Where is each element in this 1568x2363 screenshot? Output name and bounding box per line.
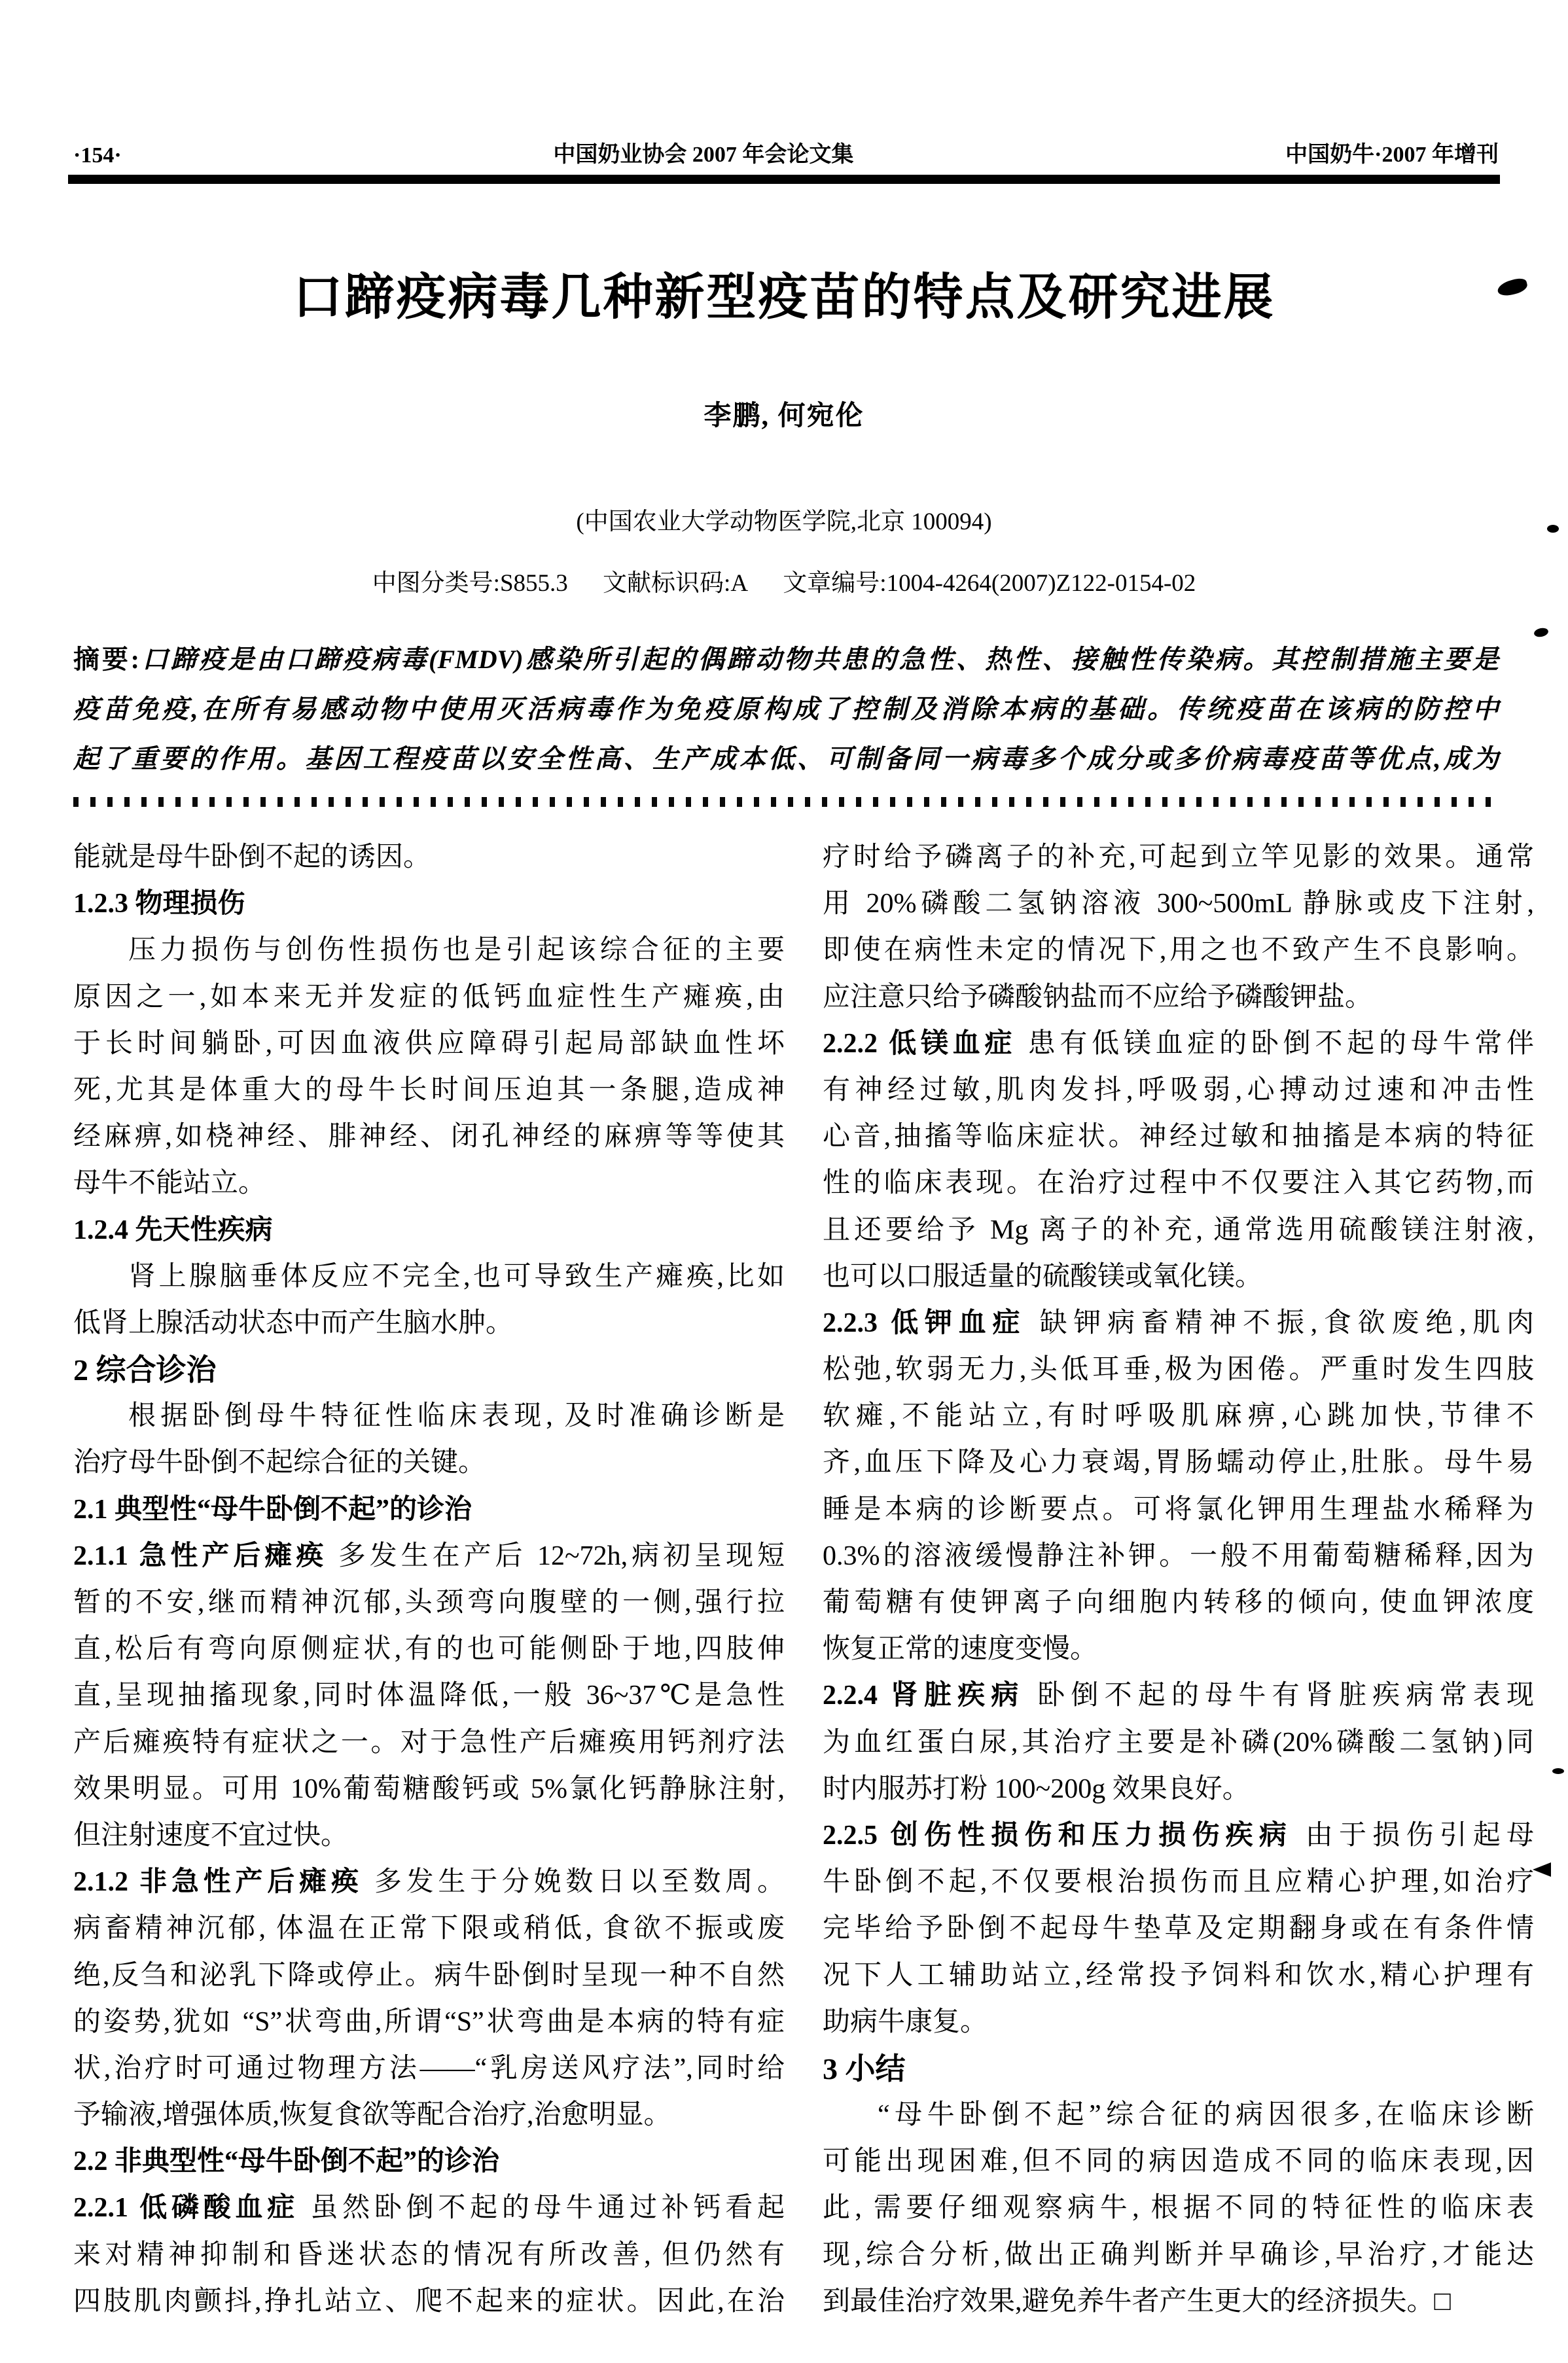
abstract-line: 疫苗免疫,在所有易感动物中使用灭活病毒作为免疫原构成了控制及消除本病的基础。传统疫苗在该病的防控中: [73, 694, 1499, 724]
text-line: [823, 2279, 1534, 2325]
text-line: [823, 1626, 1534, 1673]
ink-artifact: [1547, 525, 1559, 533]
text-line: [73, 1580, 785, 1626]
article-affiliation: (中国农业大学动物医学院,北京 100094): [576, 508, 992, 535]
run-in-heading: 2.2.4 肾脏疾病: [823, 1680, 1025, 1711]
text-line: [73, 1766, 785, 1813]
article-authors: 李鹏, 何宛伦: [704, 401, 864, 431]
text-line: [73, 1813, 785, 1859]
article-id: 文章编号:1004-4264(2007)Z122-0154-02: [783, 570, 1196, 597]
line-text: 能就是母牛卧倒不起的诱因。: [73, 842, 431, 872]
line-text: 状,治疗时可通过物理方法——“乳房送风疗法”,同时给: [73, 2053, 785, 2084]
run-in-heading: 2.1.2 非急性产后瘫痪: [73, 1867, 363, 1898]
header-rule: [68, 175, 1500, 184]
text-line: [73, 1533, 785, 1580]
text-line: [823, 927, 1534, 974]
text-line: [73, 1067, 785, 1114]
text-line: [823, 1393, 1534, 1440]
line-text: 可能出现困难,但不同的病因造成不同的临床表现,因: [823, 2146, 1534, 2177]
text-line: [823, 974, 1534, 1021]
text-line: [823, 1114, 1534, 1160]
line-text: “母牛卧倒不起”综合征的病因很多,在临床诊断: [878, 2100, 1534, 2131]
line-text: 软瘫,不能站立,有时呼吸肌麻痹,心跳加快,节律不: [823, 1401, 1534, 1432]
line-text: 于长时间躺卧,可因血液供应障碍引起局部缺血性坏: [73, 1028, 785, 1059]
text-line: [73, 1626, 785, 1673]
section-heading: [73, 2139, 785, 2185]
text-line: [823, 1673, 1534, 1719]
line-text: 2 综合诊治: [73, 1353, 217, 1387]
article-title: 口蹄疫病毒几种新型疫苗的特点及研究进展: [293, 270, 1275, 325]
text-line: [823, 1067, 1534, 1114]
line-text: 松弛,软弱无力,头低耳垂,极为困倦。严重时发生四肢: [823, 1355, 1534, 1385]
document-code: 文献标识码:A: [603, 570, 749, 597]
text-line: [73, 2232, 785, 2279]
line-text: 应注意只给予磷酸钠盐而不应给予磷酸钾盐。: [823, 982, 1373, 1012]
page-number: ·154·: [73, 143, 122, 168]
line-text: 0.3%的溶液缓慢静注补钾。一般不用葡萄糖稀释,因为: [823, 1540, 1534, 1571]
line-text: 经麻痹,如桡神经、腓神经、闭孔神经的麻痹等等使其: [73, 1122, 785, 1152]
line-text: 来对精神抑制和昏迷状态的情况有所改善, 但仍然有: [73, 2239, 785, 2270]
text-line: [73, 2185, 785, 2231]
text-line: [823, 1766, 1534, 1813]
line-text: 的姿势,犹如 “S”状弯曲,所谓“S”状弯曲是本病的特有症: [73, 2006, 785, 2037]
text-line: [73, 1021, 785, 1067]
line-text: 完毕给予卧倒不起母牛垫草及定期翻身或在有条件情: [823, 1913, 1534, 1944]
text-line: [73, 927, 785, 974]
run-in-heading: 2.2.2 低镁血症: [823, 1028, 1017, 1059]
abstract-text: 口蹄疫是由口蹄疫病毒(FMDV)感染所引起的偶蹄动物共患的急性、热性、接触性传染病。其控制措施主要是: [139, 645, 1499, 674]
text-line: [823, 1487, 1534, 1533]
text-line: [73, 1254, 785, 1300]
line-text: 原因之一,如本来无并发症的低钙血症性生产瘫痪,由: [73, 982, 785, 1012]
line-text: 况下人工辅助站立,经常投予饲料和饮水,精心护理有: [823, 1960, 1534, 1991]
line-text: 效果明显。可用 10%葡萄糖酸钙或 5%氯化钙静脉注射,: [73, 1773, 785, 1804]
line-text: 助病牛康复。: [823, 2006, 988, 2037]
text-line: [73, 1953, 785, 1999]
text-line: [73, 1720, 785, 1766]
line-text: 治疗母牛卧倒不起综合征的关键。: [73, 1448, 486, 1478]
line-text: 疗时给予磷离子的补充,可起到立竿见影的效果。通常: [823, 842, 1534, 872]
ink-artifact: [1552, 1768, 1564, 1774]
text-line: [823, 1720, 1534, 1766]
text-line: [73, 1160, 785, 1207]
ink-artifact: [1533, 1862, 1551, 1877]
line-text: 暂的不安,继而精神沉郁,头颈弯向腹壁的一侧,强行拉: [73, 1588, 785, 1618]
line-text: 予输液,增强体质,恢复食欲等配合治疗,治愈明显。: [73, 2100, 671, 2131]
article-meta: [0, 563, 1568, 598]
text-line: [823, 1999, 1534, 2046]
line-text: 病畜精神沉郁, 体温在正常下限或稍低, 食欲不振或废: [73, 1913, 785, 1944]
text-line: [823, 1813, 1534, 1859]
line-text: 1.2.3 物理损伤: [73, 889, 245, 919]
abstract-line: [73, 635, 1499, 684]
article-body: [73, 834, 1534, 2325]
line-text: 多发生在产后 12~72h,病初呈现短: [327, 1540, 785, 1571]
text-line: [823, 1160, 1534, 1207]
text-line: [823, 1254, 1534, 1300]
run-in-heading: 2.2.1 低磷酸血症: [73, 2193, 300, 2224]
text-line: [73, 1999, 785, 2046]
line-text: 由于损伤引起母: [1292, 1820, 1534, 1851]
line-text: 即使在病性未定的情况下,用之也不致产生不良影响。: [823, 935, 1534, 966]
text-line: [823, 1953, 1534, 1999]
line-text: 牛卧倒不起,不仅要根治损伤而且应精心护理,如治疗: [823, 1867, 1534, 1898]
text-line: [823, 1580, 1534, 1626]
line-text: 根据卧倒母牛特征性临床表现, 及时准确诊断是: [128, 1401, 785, 1432]
line-text: 齐,血压下降及心力衰竭,胃肠蠕动停止,肚胀。母牛易: [823, 1448, 1534, 1478]
line-text: 到最佳治疗效果,避免养牛者产生更大的经济损失。□: [823, 2286, 1451, 2317]
line-text: 现,综合分析,做出正确判断并早确诊,早治疗,才能达: [823, 2239, 1534, 2270]
line-text: 此, 需要仔细观察病牛, 根据不同的特征性的临床表: [823, 2193, 1534, 2224]
run-in-heading: 2.2.3 低钾血症: [823, 1307, 1027, 1338]
right-column: [823, 834, 1534, 2325]
line-text: 2.2 非典型性“母牛卧倒不起”的诊治: [73, 2146, 500, 2177]
text-line: [73, 2092, 785, 2139]
line-text: 直,呈现抽搐现象,同时体温降低,一般 36~37℃是急性: [73, 1680, 785, 1711]
line-text: 压力损伤与创伤性损伤也是引起该综合征的主要: [128, 935, 785, 966]
abstract: [73, 635, 1499, 784]
line-text: 为血红蛋白尿,其治疗主要是补磷(20%磷酸二氢钠)同: [823, 1727, 1534, 1758]
section-heading: [823, 2046, 1534, 2092]
dashed-separator: [73, 797, 1500, 807]
run-in-heading: 2.1.1 急性产后瘫痪: [73, 1540, 328, 1571]
left-column: [73, 834, 785, 2325]
line-text: 葡萄糖有使钾离子向细胞内转移的倾向, 使血钾浓度: [823, 1588, 1534, 1618]
line-text: 1.2.4 先天性疾病: [73, 1215, 273, 1245]
line-text: 性的临床表现。在治疗过程中不仅要注入其它药物,而: [823, 1168, 1534, 1199]
text-line: [823, 1859, 1534, 1906]
text-line: [73, 2279, 785, 2325]
text-line: [73, 1300, 785, 1347]
text-line: [823, 2139, 1534, 2185]
abstract-line: 起了重要的作用。基因工程疫苗以安全性高、生产成本低、可制备同一病毒多个成分或多价病毒疫苗等优点,成为: [73, 744, 1499, 773]
text-line: [823, 881, 1534, 927]
line-text: 恢复正常的速度变慢。: [823, 1634, 1098, 1665]
text-line: [73, 974, 785, 1021]
text-line: [73, 1859, 785, 1906]
line-text: 睡是本病的诊断要点。可将氯化钾用生理盐水稀释为: [823, 1494, 1534, 1525]
text-line: [823, 2232, 1534, 2279]
line-text: 绝,反刍和泌乳下降或停止。病牛卧倒时呈现一种不自然: [73, 1960, 785, 1991]
text-line: [823, 834, 1534, 881]
line-text: 卧倒不起的母牛有肾脏疾病常表现: [1024, 1680, 1534, 1711]
line-text: 患有低镁血症的卧倒不起的母牛常伴: [1016, 1028, 1534, 1059]
text-line: [73, 1393, 785, 1440]
journal-proceedings-title: 中国奶业协会 2007 年会论文集: [553, 143, 854, 167]
line-text: 时内服苏打粉 100~200g 效果良好。: [823, 1773, 1250, 1804]
section-heading: [73, 1207, 785, 1254]
text-line: [73, 1906, 785, 1952]
text-line: [73, 1440, 785, 1486]
line-text: 3 小结: [823, 2052, 906, 2086]
section-heading: [73, 881, 785, 927]
text-line: [823, 2092, 1534, 2139]
page-header: [73, 136, 1499, 168]
text-line: [823, 2185, 1534, 2231]
line-text: 虽然卧倒不起的母牛通过补钙看起: [299, 2193, 785, 2224]
line-text: 有神经过敏,肌肉发抖,呼吸弱,心搏动过速和冲击性: [823, 1075, 1534, 1105]
journal-issue-title: 中国奶牛·2007 年增刊: [1285, 143, 1499, 167]
text-line: [823, 1347, 1534, 1393]
line-text: 肾上腺脑垂体反应不完全,也可导致生产瘫痪,比如: [128, 1261, 785, 1292]
line-text: 缺钾病畜精神不振,食欲废绝,肌肉: [1026, 1307, 1534, 1338]
line-text: 2.1 典型性“母牛卧倒不起”的诊治: [73, 1494, 472, 1525]
text-line: [73, 2046, 785, 2092]
abstract-label: 摘要:: [73, 645, 139, 674]
ink-artifact: [1533, 627, 1549, 638]
line-text: 也可以口服适量的硫酸镁或氧化镁。: [823, 1261, 1263, 1292]
line-text: 心音,抽搐等临床症状。神经过敏和抽搐是本病的特征: [823, 1122, 1534, 1152]
text-line: [823, 1300, 1534, 1347]
line-text: 低肾上腺活动状态中而产生脑水肿。: [73, 1307, 514, 1338]
classification-number: 中图分类号:S855.3: [372, 570, 568, 597]
text-line: [823, 1021, 1534, 1067]
text-line: [73, 834, 785, 881]
section-heading: [73, 1487, 785, 1533]
text-line: [823, 1440, 1534, 1486]
line-text: 多发生于分娩数日以至数周。: [363, 1867, 785, 1898]
run-in-heading: 2.2.5 创伤性损伤和压力损伤疾病: [823, 1820, 1293, 1851]
line-text: 但注射速度不宜过快。: [73, 1820, 349, 1851]
text-line: [73, 1114, 785, 1160]
text-line: [823, 1533, 1534, 1580]
line-text: 且还要给予 Mg 离子的补充, 通常选用硫酸镁注射液,: [823, 1215, 1534, 1245]
section-heading: [73, 1347, 785, 1393]
line-text: 产后瘫痪特有症状之一。对于急性产后瘫痪用钙剂疗法: [73, 1727, 785, 1758]
text-line: [823, 1207, 1534, 1254]
line-text: 用 20%磷酸二氢钠溶液 300~500mL 静脉或皮下注射,: [823, 889, 1534, 919]
line-text: 死,尤其是体重大的母牛长时间压迫其一条腿,造成神: [73, 1075, 785, 1105]
line-text: 母牛不能站立。: [73, 1168, 266, 1199]
text-line: [73, 1673, 785, 1719]
line-text: 直,松后有弯向原侧症状,有的也可能侧卧于地,四肢伸: [73, 1634, 785, 1665]
text-line: [823, 1906, 1534, 1952]
line-text: 四肢肌肉颤抖,挣扎站立、爬不起来的症状。因此,在治: [73, 2286, 785, 2317]
